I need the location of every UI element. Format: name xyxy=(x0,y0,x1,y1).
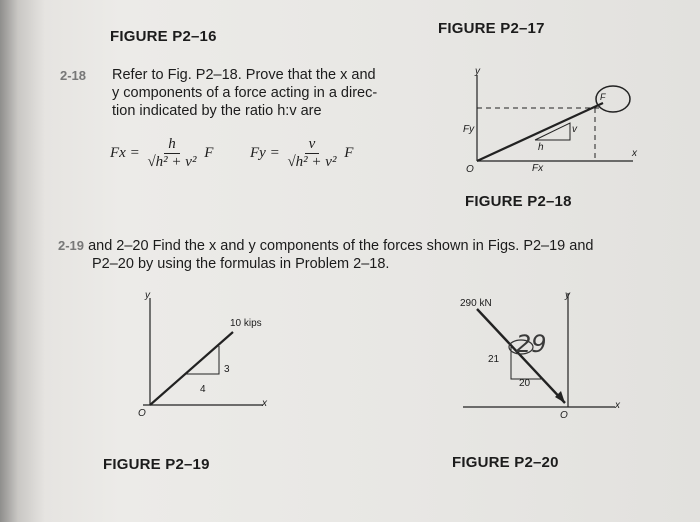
equation-fx-rhs: F xyxy=(204,144,214,161)
problem-2-19-20-line-2: P2–20 by using the formulas in Problem 2–18. xyxy=(92,256,390,272)
diagram-p2-18-v-label: v xyxy=(572,124,577,135)
equation-fx xyxy=(110,136,213,171)
equation-fx-numerator: h xyxy=(164,136,180,154)
diagram-p2-18-origin-label: O xyxy=(466,164,474,175)
diagram-p2-20-y-label: y xyxy=(565,290,570,301)
equation-fy-denominator: √h² + v² xyxy=(287,154,337,170)
equation-fy-lhs: Fy = xyxy=(250,144,280,161)
diagram-p2-20-force-label: 290 kN xyxy=(460,298,492,309)
diagram-p2-18-x-label: x xyxy=(632,148,637,159)
problem-2-19-20-line-1 xyxy=(58,237,593,255)
diagram-p2-19-origin-label: O xyxy=(138,408,146,419)
problem-2-18-line-2: y components of a force acting in a direc- xyxy=(112,85,378,101)
diagram-p2-20-x-label: x xyxy=(615,400,620,411)
diagram-p2-19 xyxy=(115,290,280,420)
equation-fx-denominator: √h² + v² xyxy=(147,154,197,170)
equation-fy xyxy=(250,136,353,171)
diagram-p2-19-y-label: y xyxy=(145,290,150,301)
diagram-p2-19-force-label: 10 kips xyxy=(230,318,262,329)
diagram-p2-19-run-label: 4 xyxy=(200,384,206,395)
problem-2-19-20-text-1: and 2–20 Find the x and y components of the forces shown in Figs. P2–19 and xyxy=(88,238,594,254)
diagram-p2-20-run-label: 20 xyxy=(519,378,531,389)
equation-fx-lhs: Fx = xyxy=(110,144,140,161)
figure-label-p2-16: FIGURE P2–16 xyxy=(110,28,217,45)
diagram-p2-20-origin-label: O xyxy=(560,410,568,421)
diagram-p2-19-x-label: x xyxy=(262,398,267,409)
diagram-p2-18-fy-label: Fy xyxy=(463,124,475,135)
figure-label-p2-17: FIGURE P2–17 xyxy=(438,20,545,37)
diagram-p2-19-rise-label: 3 xyxy=(224,364,230,375)
diagram-p2-18-fx-label: Fx xyxy=(532,163,544,174)
diagram-p2-20-handwritten-note: 29 xyxy=(516,330,547,358)
figure-label-p2-18: FIGURE P2–18 xyxy=(465,193,572,210)
problem-number-2-18: 2-18 xyxy=(60,68,87,83)
diagram-p2-18 xyxy=(455,65,650,190)
equation-fy-fraction xyxy=(283,136,340,171)
problem-2-18-line-1: Refer to Fig. P2–18. Prove that the x and xyxy=(112,67,376,83)
equation-fy-numerator: v xyxy=(305,136,320,154)
equation-fy-rhs: F xyxy=(344,144,354,161)
figure-label-p2-20: FIGURE P2–20 xyxy=(452,454,559,471)
diagram-p2-18-h-label: h xyxy=(538,142,544,153)
equation-fx-fraction xyxy=(143,136,200,171)
diagram-p2-18-force-label: F xyxy=(600,92,606,102)
diagram-p2-19-force-line xyxy=(150,332,233,405)
diagram-p2-20-rise-label: 21 xyxy=(488,354,500,365)
problem-2-18-line-3: tion indicated by the ratio h:v are xyxy=(112,103,322,119)
diagram-p2-18-y-label: y xyxy=(475,66,480,77)
figure-label-p2-19: FIGURE P2–19 xyxy=(103,456,210,473)
problem-number-2-19: 2-19 xyxy=(58,238,85,253)
